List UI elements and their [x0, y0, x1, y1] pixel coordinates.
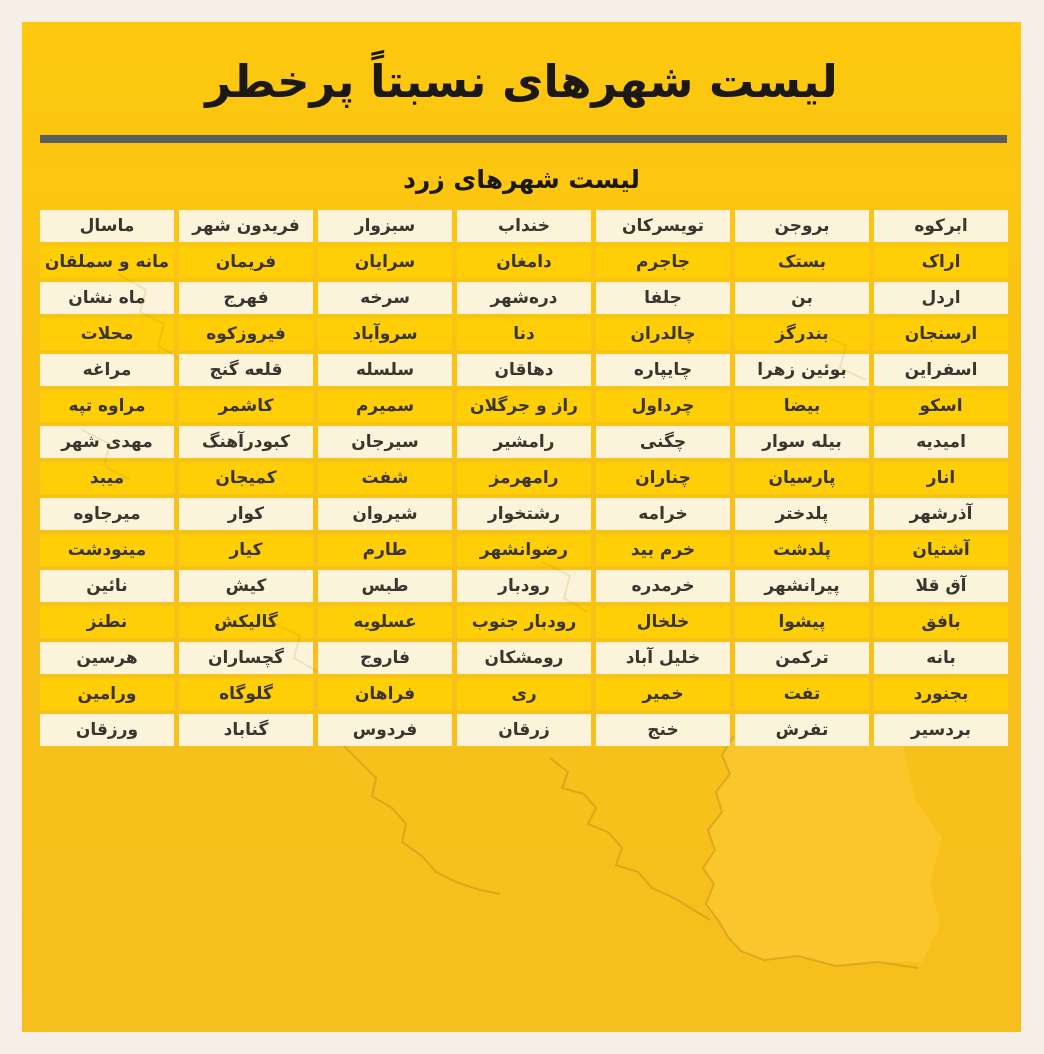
city-cell: نطنز — [40, 606, 174, 638]
city-cell: تفرش — [735, 714, 869, 746]
city-cell: آق قلا — [874, 570, 1008, 602]
city-cell: خرمدره — [596, 570, 730, 602]
city-cell: بن — [735, 282, 869, 314]
city-cell: رومشکان — [457, 642, 591, 674]
city-cell: گچساران — [179, 642, 313, 674]
city-cell: ماه نشان — [40, 282, 174, 314]
city-cell: خلیل آباد — [596, 642, 730, 674]
city-cell: سیرجان — [318, 426, 452, 458]
city-cell: مهدی شهر — [40, 426, 174, 458]
city-cell: بردسیر — [874, 714, 1008, 746]
city-cell: رضوانشهر — [457, 534, 591, 566]
city-cell: سمیرم — [318, 390, 452, 422]
section-subtitle: لیست شهرهای زرد — [403, 165, 640, 194]
city-cell: اردل — [874, 282, 1008, 314]
city-cell: اسفراین — [874, 354, 1008, 386]
city-cell: جلفا — [596, 282, 730, 314]
page-title: لیست شهرهای نسبتاً پرخطر — [205, 55, 838, 108]
city-cell: پارسیان — [735, 462, 869, 494]
city-cell: مراوه تپه — [40, 390, 174, 422]
city-cell: گلوگاه — [179, 678, 313, 710]
city-cell: فهرج — [179, 282, 313, 314]
city-cell: سروآباد — [318, 318, 452, 350]
city-cell: میرجاوه — [40, 498, 174, 530]
city-cell: تفت — [735, 678, 869, 710]
yellow-cities-table — [40, 210, 1008, 746]
city-cell: کاشمر — [179, 390, 313, 422]
city-cell: شفت — [318, 462, 452, 494]
divider — [40, 135, 1007, 143]
city-cell: فراهان — [318, 678, 452, 710]
city-cell: کیش — [179, 570, 313, 602]
city-cell: مینودشت — [40, 534, 174, 566]
city-cell: قلعه گنج — [179, 354, 313, 386]
city-cell: آشتیان — [874, 534, 1008, 566]
city-cell: چالدران — [596, 318, 730, 350]
city-cell: خمیر — [596, 678, 730, 710]
city-cell: چرداول — [596, 390, 730, 422]
city-cell: محلات — [40, 318, 174, 350]
city-cell: اسکو — [874, 390, 1008, 422]
city-cell: آذرشهر — [874, 498, 1008, 530]
city-cell: دهاقان — [457, 354, 591, 386]
city-cell: کبودرآهنگ — [179, 426, 313, 458]
city-cell: سرایان — [318, 246, 452, 278]
city-cell: پیشوا — [735, 606, 869, 638]
city-cell: ری — [457, 678, 591, 710]
city-cell: ماسال — [40, 210, 174, 242]
city-cell: فیروزکوه — [179, 318, 313, 350]
city-cell: چناران — [596, 462, 730, 494]
city-cell: مانه و سملقان — [40, 246, 174, 278]
city-cell: سلسله — [318, 354, 452, 386]
city-cell: سبزوار — [318, 210, 452, 242]
city-cell: انار — [874, 462, 1008, 494]
city-cell: کمیجان — [179, 462, 313, 494]
city-cell: بیضا — [735, 390, 869, 422]
city-cell: چایپاره — [596, 354, 730, 386]
city-cell: خلخال — [596, 606, 730, 638]
city-cell: فریمان — [179, 246, 313, 278]
city-cell: فردوس — [318, 714, 452, 746]
city-cell: رودبار — [457, 570, 591, 602]
city-cell: ترکمن — [735, 642, 869, 674]
city-cell: زرقان — [457, 714, 591, 746]
city-cell: پلدختر — [735, 498, 869, 530]
city-cell: شیروان — [318, 498, 452, 530]
city-cell: پیرانشهر — [735, 570, 869, 602]
city-cell: رامهرمز — [457, 462, 591, 494]
city-cell: بیله سوار — [735, 426, 869, 458]
city-cell: رامشیر — [457, 426, 591, 458]
city-cell: خنج — [596, 714, 730, 746]
city-cell: نائین — [40, 570, 174, 602]
city-cell: بندرگز — [735, 318, 869, 350]
city-cell: امیدیه — [874, 426, 1008, 458]
city-cell: گالیکش — [179, 606, 313, 638]
yellow-panel — [22, 22, 1021, 1032]
city-cell: بجنورد — [874, 678, 1008, 710]
city-cell: دامغان — [457, 246, 591, 278]
city-cell: خنداب — [457, 210, 591, 242]
city-cell: بستک — [735, 246, 869, 278]
city-cell: اراک — [874, 246, 1008, 278]
city-cell: فریدون شهر — [179, 210, 313, 242]
city-cell: عسلویه — [318, 606, 452, 638]
city-cell: بروجن — [735, 210, 869, 242]
city-cell: راز و جرگلان — [457, 390, 591, 422]
city-cell: جاجرم — [596, 246, 730, 278]
city-cell: بافق — [874, 606, 1008, 638]
city-cell: بوئین زهرا — [735, 354, 869, 386]
city-cell: میبد — [40, 462, 174, 494]
city-cell: ارسنجان — [874, 318, 1008, 350]
city-cell: کیار — [179, 534, 313, 566]
city-cell: سرخه — [318, 282, 452, 314]
city-cell: دره‌شهر — [457, 282, 591, 314]
city-cell: فاروج — [318, 642, 452, 674]
city-cell: رشتخوار — [457, 498, 591, 530]
city-cell: هرسین — [40, 642, 174, 674]
city-cell: مراغه — [40, 354, 174, 386]
city-cell: ورزقان — [40, 714, 174, 746]
city-cell: طبس — [318, 570, 452, 602]
city-cell: دنا — [457, 318, 591, 350]
city-cell: ابرکوه — [874, 210, 1008, 242]
city-cell: خرم بید — [596, 534, 730, 566]
city-cell: ورامین — [40, 678, 174, 710]
city-cell: رودبار جنوب — [457, 606, 591, 638]
city-cell: تویسرکان — [596, 210, 730, 242]
city-cell: بانه — [874, 642, 1008, 674]
city-cell: طارم — [318, 534, 452, 566]
city-cell: گناباد — [179, 714, 313, 746]
city-cell: پلدشت — [735, 534, 869, 566]
city-cell: خرامه — [596, 498, 730, 530]
city-cell: چگنی — [596, 426, 730, 458]
city-cell: کوار — [179, 498, 313, 530]
